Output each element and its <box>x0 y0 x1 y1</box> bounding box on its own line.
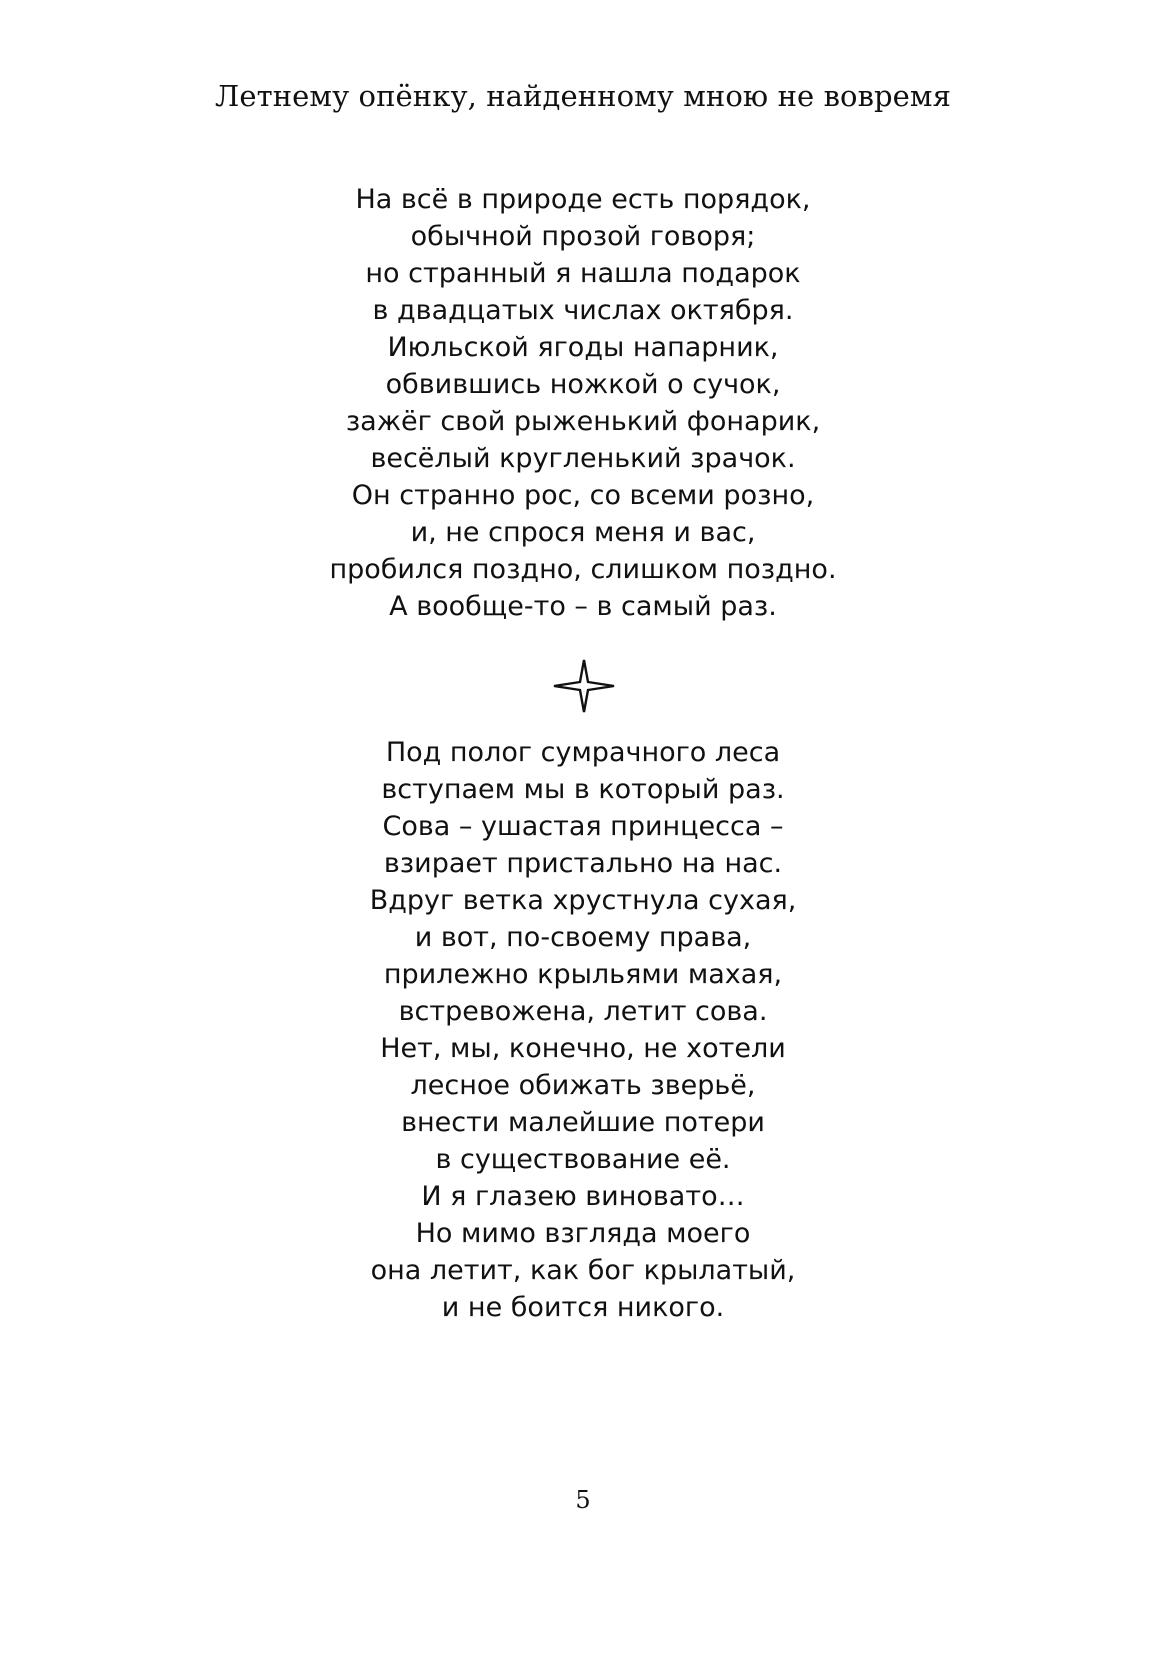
verse-line: внести малейшие потери <box>401 1107 765 1138</box>
verse-line: обвившись ножкой о сучок, <box>385 369 781 400</box>
verse-line: Он странно рос, со всеми розно, <box>351 480 815 511</box>
verse-line: И я глазею виновато… <box>421 1181 745 1212</box>
poem-title: Летнему опёнку, найденному мною не вовремя <box>215 79 951 113</box>
verse-line: Но мимо взгляда моего <box>415 1218 751 1249</box>
verse-line: прилежно крыльями махая, <box>383 959 783 990</box>
verse-line: в существование её. <box>435 1144 731 1175</box>
verse-line: лесное обижать зверьё, <box>410 1070 756 1101</box>
verse-line: Под полог сумрачного леса <box>385 737 781 768</box>
verse-line: обычной прозой говоря; <box>410 221 756 252</box>
verse-line: весёлый кругленький зрачок. <box>370 443 796 474</box>
verse-line: Июльской ягоды напарник, <box>387 332 779 363</box>
verse-line: Сова – ушастая принцесса – <box>382 811 784 842</box>
verse-line: зажёг свой рыженький фонарик, <box>345 406 821 437</box>
stanza-2 <box>0 734 1166 1326</box>
verse-line: пробился поздно, слишком поздно. <box>329 554 837 585</box>
verse-line: но странный я нашла подарок <box>365 258 801 289</box>
verse-line: встревожена, летит сова. <box>398 996 768 1027</box>
verse-line: вступаем мы в который раз. <box>381 774 785 805</box>
verse-line: и не боится никого. <box>441 1292 725 1323</box>
verse-line: Вдруг ветка хрустнула сухая, <box>369 885 797 916</box>
verse-line: она летит, как бог крылатый, <box>370 1255 796 1286</box>
verse-line: На всё в природе есть порядок, <box>355 184 811 215</box>
verse-line: А вообще-то – в самый раз. <box>389 591 777 622</box>
verse-line: Нет, мы, конечно, не хотели <box>380 1033 786 1064</box>
verse-line: в двадцатых числах октября. <box>372 295 794 326</box>
verse-line: и вот, по-своему права, <box>414 922 752 953</box>
stanza-1 <box>0 181 1166 625</box>
four-point-star-icon <box>552 658 616 714</box>
page-number: 5 <box>575 1486 591 1514</box>
verse-line: и, не спрося меня и вас, <box>410 517 756 548</box>
verse-line: взирает пристально на нас. <box>383 848 783 879</box>
